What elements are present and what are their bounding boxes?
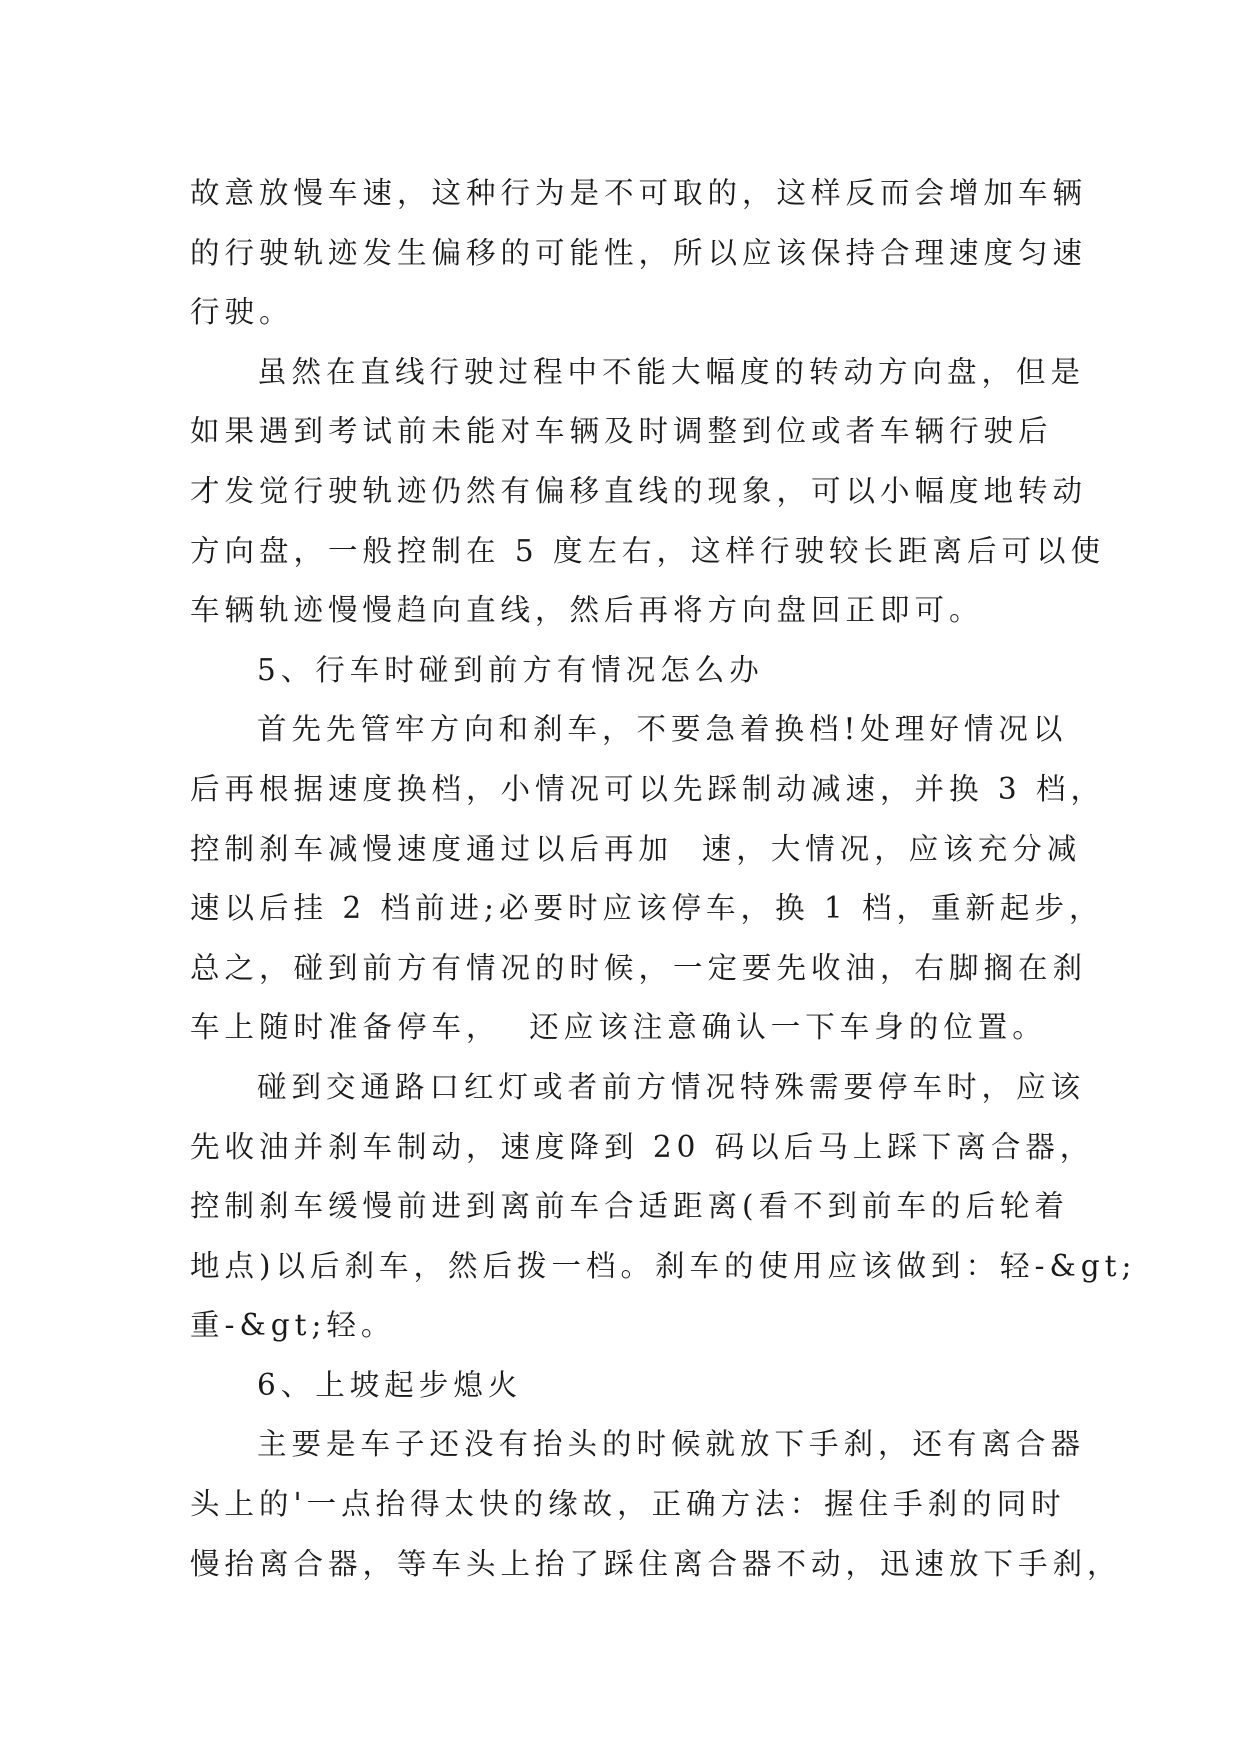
paragraph-start: 碰到交通路口红灯或者前方情况特殊需要停车时，应该 xyxy=(257,1069,1086,1104)
text-line: 行驶。 xyxy=(190,295,294,330)
body-text xyxy=(190,164,1137,1594)
text-line: 总之，碰到前方有情况的时候，一定要先收油，右脚搁在刹 xyxy=(190,950,1088,985)
text-line: 地点)以后刹车，然后拨一档。刹车的使用应该做到：轻-&gt; xyxy=(190,1248,1137,1283)
paragraph-start: 首先先管牢方向和刹车，不要急着换档!处理好情况以 xyxy=(257,712,1068,747)
text-line: 如果遇到考试前未能对车辆及时调整到位或者车辆行驶后 xyxy=(190,414,1053,449)
section-heading: 6、上坡起步熄火 xyxy=(257,1367,523,1402)
text-line: 重-&gt;轻。 xyxy=(190,1308,396,1343)
text-line: 先收油并刹车制动，速度降到 20 码以后马上踩下离合器， xyxy=(190,1129,1095,1164)
paragraph-start: 主要是车子还没有抬头的时候就放下手刹，还有离合器 xyxy=(257,1427,1086,1462)
text-line: 头上的'一点抬得太快的缘故，正确方法：握住手刹的同时 xyxy=(190,1487,1066,1522)
text-line: 后再根据速度换档，小情况可以先踩制动减速，并换 3 档， xyxy=(190,771,1106,806)
paragraph-start: 虽然在直线行驶过程中不能大幅度的转动方向盘，但是 xyxy=(257,354,1086,389)
text-line: 速以后挂 2 档前进;必要时应该停车，换 1 档，重新起步， xyxy=(190,891,1104,926)
text-line: 慢抬离合器，等车头上抬了踩住离合器不动，迅速放下手刹， xyxy=(190,1546,1122,1581)
text-line: 控制刹车减慢速度通过以后再加 速，大情况，应该充分减 xyxy=(190,831,1082,866)
text-line: 故意放慢车速，这种行为是不可取的，这样反而会增加车辆 xyxy=(190,176,1088,210)
text-line: 方向盘，一般控制在 5 度左右，这样行驶较长距离后可以使 xyxy=(190,533,1106,568)
text-line: 车上随时准备停车， 还应该注意确认一下车身的位置。 xyxy=(190,1010,1047,1045)
section-heading: 5、行车时碰到前方有情况怎么办 xyxy=(257,652,764,687)
text-line: 才发觉行驶轨迹仍然有偏移直线的现象，可以小幅度地转动 xyxy=(190,473,1088,508)
text-line: 控制刹车缓慢前进到离前车合适距离(看不到前车的后轮着 xyxy=(190,1189,1070,1224)
text-line: 车辆轨迹慢慢趋向直线，然后再将方向盘回正即可。 xyxy=(190,593,984,628)
text-line: 的行驶轨迹发生偏移的可能性，所以应该保持合理速度匀速 xyxy=(190,235,1088,270)
